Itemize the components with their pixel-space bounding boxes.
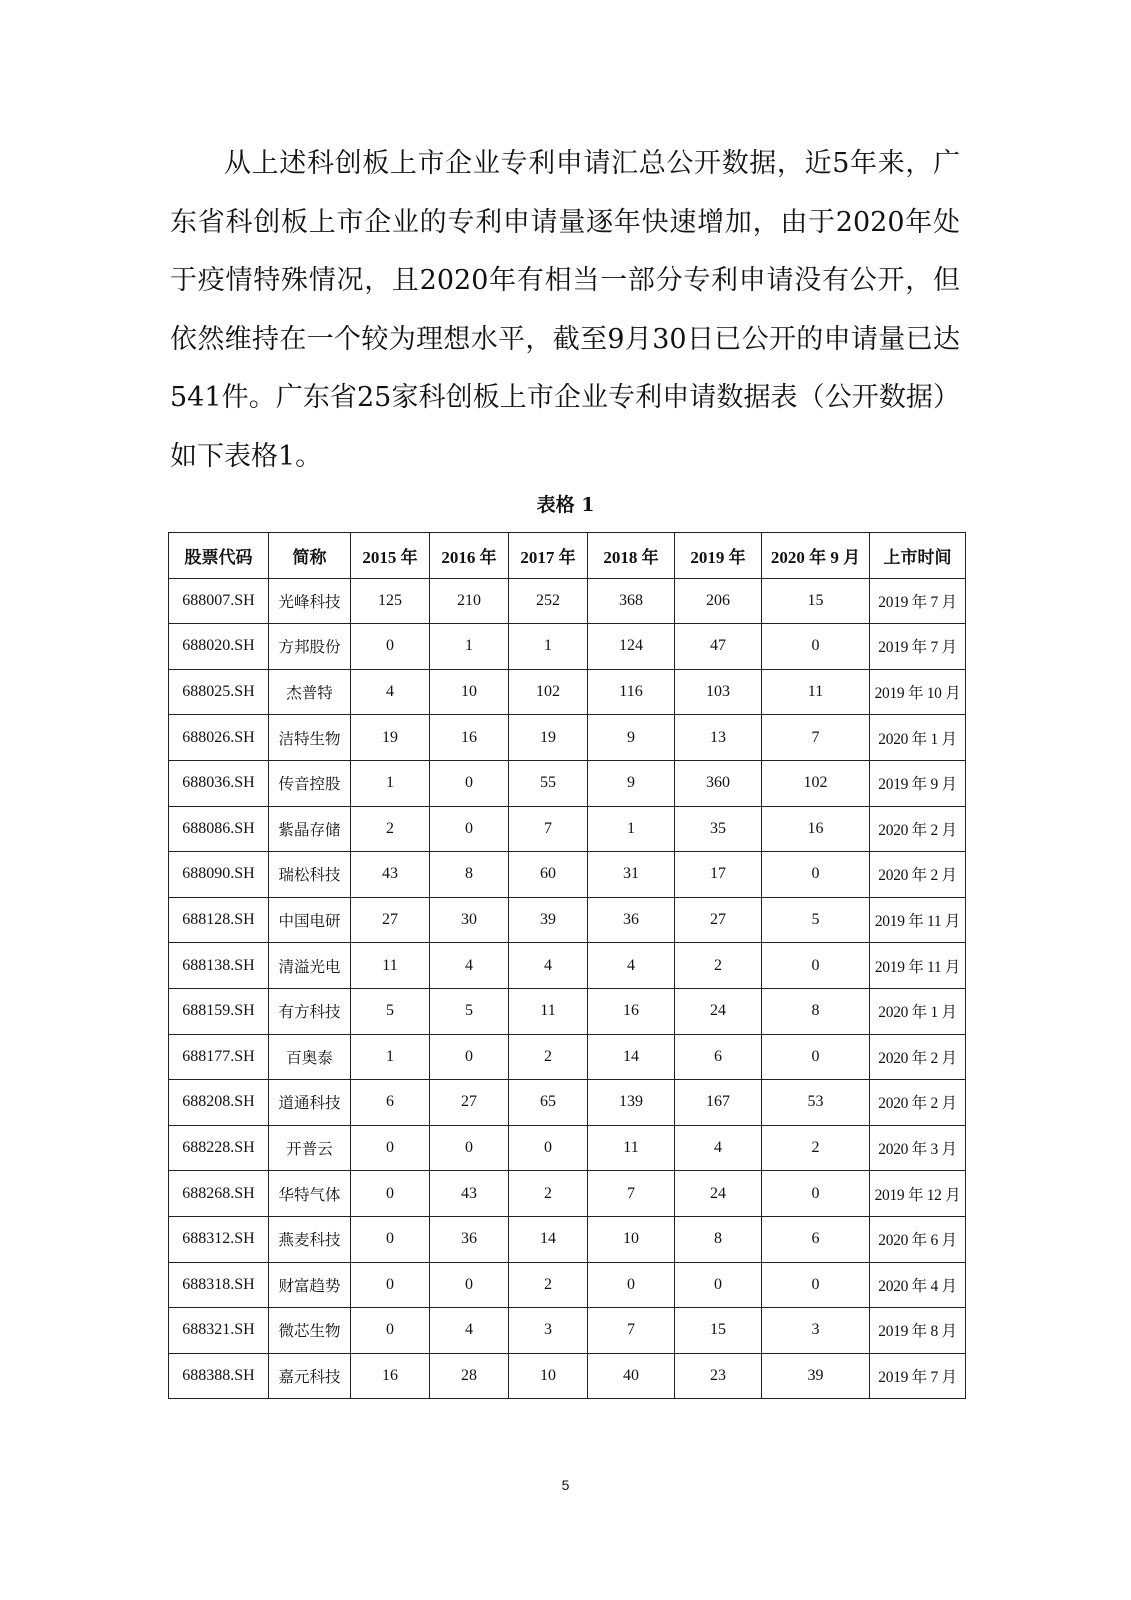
listing-date-cell: 2020 年 2 月 bbox=[870, 1034, 966, 1080]
listing-date-cell: 2019 年 11 月 bbox=[870, 943, 966, 989]
table-row bbox=[169, 806, 966, 852]
count-2015-cell: 1 bbox=[351, 760, 430, 806]
table-row bbox=[169, 578, 966, 624]
table-row bbox=[169, 1125, 966, 1171]
stock-code-cell: 688128.SH bbox=[169, 897, 269, 943]
count-2019-cell: 8 bbox=[675, 1216, 762, 1262]
count-2015-cell: 27 bbox=[351, 897, 430, 943]
short-name-cell: 有方科技 bbox=[269, 988, 351, 1034]
count-2019-cell: 24 bbox=[675, 988, 762, 1034]
listing-date-cell: 2020 年 2 月 bbox=[870, 1080, 966, 1126]
stock-code-cell: 688007.SH bbox=[169, 578, 269, 624]
count-2015-cell: 0 bbox=[351, 1308, 430, 1354]
short-name-cell: 微芯生物 bbox=[269, 1308, 351, 1354]
short-name-cell: 中国电研 bbox=[269, 897, 351, 943]
table-row bbox=[169, 897, 966, 943]
count-2016-cell: 28 bbox=[430, 1353, 509, 1399]
stock-code-cell: 688138.SH bbox=[169, 943, 269, 989]
count-2018-cell: 4 bbox=[588, 943, 675, 989]
page-number: 5 bbox=[561, 1477, 570, 1493]
count-2016-cell: 0 bbox=[430, 1262, 509, 1308]
short-name-cell: 燕麦科技 bbox=[269, 1216, 351, 1262]
count-2019-cell: 167 bbox=[675, 1080, 762, 1126]
listing-date-cell: 2020 年 1 月 bbox=[870, 715, 966, 761]
short-name-cell: 百奥泰 bbox=[269, 1034, 351, 1080]
short-name-cell: 瑞松科技 bbox=[269, 852, 351, 898]
short-name-cell: 杰普特 bbox=[269, 669, 351, 715]
count-2015-cell: 0 bbox=[351, 1216, 430, 1262]
table-body bbox=[169, 578, 966, 1399]
count-2017-cell: 19 bbox=[509, 715, 588, 761]
count-2018-cell: 9 bbox=[588, 760, 675, 806]
count-2015-cell: 0 bbox=[351, 1171, 430, 1217]
count-2016-cell: 0 bbox=[430, 806, 509, 852]
listing-date-cell: 2019 年 9 月 bbox=[870, 760, 966, 806]
count-2015-cell: 43 bbox=[351, 852, 430, 898]
count-2019-cell: 27 bbox=[675, 897, 762, 943]
listing-date-cell: 2019 年 7 月 bbox=[870, 578, 966, 624]
count-2018-cell: 40 bbox=[588, 1353, 675, 1399]
table-row bbox=[169, 1216, 966, 1262]
count-2016-cell: 8 bbox=[430, 852, 509, 898]
short-name-cell: 传音控股 bbox=[269, 760, 351, 806]
count-2016-cell: 16 bbox=[430, 715, 509, 761]
stock-code-cell: 688020.SH bbox=[169, 624, 269, 670]
count-2018-cell: 36 bbox=[588, 897, 675, 943]
listing-date-cell: 2019 年 12 月 bbox=[870, 1171, 966, 1217]
count-2017-cell: 60 bbox=[509, 852, 588, 898]
short-name-cell: 光峰科技 bbox=[269, 578, 351, 624]
header-2019: 2019 年 bbox=[675, 533, 762, 579]
short-name-cell: 开普云 bbox=[269, 1125, 351, 1171]
listing-date-cell: 2019 年 8 月 bbox=[870, 1308, 966, 1354]
count-2020-sep-cell: 39 bbox=[762, 1353, 870, 1399]
count-2020-sep-cell: 0 bbox=[762, 1171, 870, 1217]
count-2019-cell: 103 bbox=[675, 669, 762, 715]
count-2020-sep-cell: 0 bbox=[762, 943, 870, 989]
count-2016-cell: 210 bbox=[430, 578, 509, 624]
count-2019-cell: 17 bbox=[675, 852, 762, 898]
count-2016-cell: 30 bbox=[430, 897, 509, 943]
table-row bbox=[169, 1353, 966, 1399]
count-2020-sep-cell: 8 bbox=[762, 988, 870, 1034]
body-paragraph: 从上述科创板上市企业专利申请汇总公开数据，近5年来，广东省科创板上市企业的专利申请量逐年快速增加，由于2020年处于疫情特殊情况，且2020年有相当一部分专利申请没有公开，但依然维持在一个较为理想水平，截至9月30日已公开的申请量已达541件。广东省25家科创板上市企业专利申请数据表（公开数据）如下表格1。 bbox=[170, 148, 960, 472]
table-row bbox=[169, 1262, 966, 1308]
count-2017-cell: 7 bbox=[509, 806, 588, 852]
count-2015-cell: 0 bbox=[351, 624, 430, 670]
count-2016-cell: 27 bbox=[430, 1080, 509, 1126]
count-2019-cell: 15 bbox=[675, 1308, 762, 1354]
count-2020-sep-cell: 7 bbox=[762, 715, 870, 761]
table-row bbox=[169, 669, 966, 715]
count-2015-cell: 1 bbox=[351, 1034, 430, 1080]
stock-code-cell: 688318.SH bbox=[169, 1262, 269, 1308]
count-2017-cell: 2 bbox=[509, 1034, 588, 1080]
table-row bbox=[169, 943, 966, 989]
table-row bbox=[169, 988, 966, 1034]
stock-code-cell: 688208.SH bbox=[169, 1080, 269, 1126]
table-row bbox=[169, 1034, 966, 1080]
count-2020-sep-cell: 0 bbox=[762, 1262, 870, 1308]
table-row bbox=[169, 760, 966, 806]
count-2017-cell: 55 bbox=[509, 760, 588, 806]
count-2015-cell: 125 bbox=[351, 578, 430, 624]
count-2020-sep-cell: 11 bbox=[762, 669, 870, 715]
count-2017-cell: 2 bbox=[509, 1171, 588, 1217]
count-2019-cell: 13 bbox=[675, 715, 762, 761]
count-2016-cell: 0 bbox=[430, 760, 509, 806]
count-2019-cell: 47 bbox=[675, 624, 762, 670]
stock-code-cell: 688321.SH bbox=[169, 1308, 269, 1354]
stock-code-cell: 688159.SH bbox=[169, 988, 269, 1034]
table-row bbox=[169, 624, 966, 670]
count-2015-cell: 16 bbox=[351, 1353, 430, 1399]
table-row bbox=[169, 1080, 966, 1126]
count-2016-cell: 1 bbox=[430, 624, 509, 670]
count-2016-cell: 36 bbox=[430, 1216, 509, 1262]
count-2015-cell: 0 bbox=[351, 1262, 430, 1308]
short-name-cell: 财富趋势 bbox=[269, 1262, 351, 1308]
count-2020-sep-cell: 2 bbox=[762, 1125, 870, 1171]
listing-date-cell: 2020 年 3 月 bbox=[870, 1125, 966, 1171]
count-2015-cell: 6 bbox=[351, 1080, 430, 1126]
count-2017-cell: 1 bbox=[509, 624, 588, 670]
stock-code-cell: 688026.SH bbox=[169, 715, 269, 761]
count-2017-cell: 252 bbox=[509, 578, 588, 624]
stock-code-cell: 688036.SH bbox=[169, 760, 269, 806]
listing-date-cell: 2019 年 11 月 bbox=[870, 897, 966, 943]
short-name-cell: 华特气体 bbox=[269, 1171, 351, 1217]
count-2017-cell: 39 bbox=[509, 897, 588, 943]
short-name-cell: 清溢光电 bbox=[269, 943, 351, 989]
count-2016-cell: 10 bbox=[430, 669, 509, 715]
count-2018-cell: 0 bbox=[588, 1262, 675, 1308]
count-2020-sep-cell: 102 bbox=[762, 760, 870, 806]
count-2020-sep-cell: 3 bbox=[762, 1308, 870, 1354]
count-2018-cell: 16 bbox=[588, 988, 675, 1034]
count-2019-cell: 2 bbox=[675, 943, 762, 989]
header-2017: 2017 年 bbox=[509, 533, 588, 579]
count-2016-cell: 4 bbox=[430, 943, 509, 989]
stock-code-cell: 688228.SH bbox=[169, 1125, 269, 1171]
count-2016-cell: 5 bbox=[430, 988, 509, 1034]
count-2018-cell: 1 bbox=[588, 806, 675, 852]
header-2016: 2016 年 bbox=[430, 533, 509, 579]
short-name-cell: 方邦股份 bbox=[269, 624, 351, 670]
count-2019-cell: 24 bbox=[675, 1171, 762, 1217]
table-header-row bbox=[169, 533, 966, 579]
count-2019-cell: 6 bbox=[675, 1034, 762, 1080]
count-2019-cell: 360 bbox=[675, 760, 762, 806]
count-2016-cell: 4 bbox=[430, 1308, 509, 1354]
header-listing-date: 上市时间 bbox=[870, 533, 966, 579]
count-2019-cell: 206 bbox=[675, 578, 762, 624]
count-2018-cell: 116 bbox=[588, 669, 675, 715]
listing-date-cell: 2020 年 1 月 bbox=[870, 988, 966, 1034]
listing-date-cell: 2019 年 7 月 bbox=[870, 1353, 966, 1399]
count-2016-cell: 0 bbox=[430, 1125, 509, 1171]
count-2017-cell: 14 bbox=[509, 1216, 588, 1262]
header-2020-sep: 2020 年 9 月 bbox=[762, 533, 870, 579]
count-2018-cell: 31 bbox=[588, 852, 675, 898]
listing-date-cell: 2020 年 2 月 bbox=[870, 806, 966, 852]
count-2018-cell: 14 bbox=[588, 1034, 675, 1080]
table-row bbox=[169, 1308, 966, 1354]
count-2018-cell: 10 bbox=[588, 1216, 675, 1262]
count-2015-cell: 4 bbox=[351, 669, 430, 715]
table-row bbox=[169, 715, 966, 761]
stock-code-cell: 688312.SH bbox=[169, 1216, 269, 1262]
count-2017-cell: 0 bbox=[509, 1125, 588, 1171]
patent-data-table bbox=[168, 532, 966, 1399]
count-2017-cell: 11 bbox=[509, 988, 588, 1034]
count-2018-cell: 139 bbox=[588, 1080, 675, 1126]
stock-code-cell: 688388.SH bbox=[169, 1353, 269, 1399]
short-name-cell: 紫晶存储 bbox=[269, 806, 351, 852]
listing-date-cell: 2019 年 7 月 bbox=[870, 624, 966, 670]
stock-code-cell: 688268.SH bbox=[169, 1171, 269, 1217]
header-2018: 2018 年 bbox=[588, 533, 675, 579]
count-2019-cell: 4 bbox=[675, 1125, 762, 1171]
count-2020-sep-cell: 5 bbox=[762, 897, 870, 943]
count-2018-cell: 368 bbox=[588, 578, 675, 624]
count-2020-sep-cell: 15 bbox=[762, 578, 870, 624]
count-2020-sep-cell: 6 bbox=[762, 1216, 870, 1262]
table-row bbox=[169, 1171, 966, 1217]
count-2015-cell: 11 bbox=[351, 943, 430, 989]
header-2015: 2015 年 bbox=[351, 533, 430, 579]
listing-date-cell: 2020 年 6 月 bbox=[870, 1216, 966, 1262]
count-2020-sep-cell: 0 bbox=[762, 852, 870, 898]
count-2020-sep-cell: 0 bbox=[762, 1034, 870, 1080]
header-short-name: 简称 bbox=[269, 533, 351, 579]
count-2019-cell: 0 bbox=[675, 1262, 762, 1308]
listing-date-cell: 2019 年 10 月 bbox=[870, 669, 966, 715]
count-2015-cell: 5 bbox=[351, 988, 430, 1034]
count-2019-cell: 23 bbox=[675, 1353, 762, 1399]
header-stock-code: 股票代码 bbox=[169, 533, 269, 579]
count-2017-cell: 4 bbox=[509, 943, 588, 989]
short-name-cell: 洁特生物 bbox=[269, 715, 351, 761]
table-caption: 表格 1 bbox=[536, 494, 595, 516]
count-2015-cell: 0 bbox=[351, 1125, 430, 1171]
count-2018-cell: 9 bbox=[588, 715, 675, 761]
stock-code-cell: 688086.SH bbox=[169, 806, 269, 852]
stock-code-cell: 688025.SH bbox=[169, 669, 269, 715]
count-2016-cell: 0 bbox=[430, 1034, 509, 1080]
stock-code-cell: 688177.SH bbox=[169, 1034, 269, 1080]
count-2017-cell: 10 bbox=[509, 1353, 588, 1399]
short-name-cell: 嘉元科技 bbox=[269, 1353, 351, 1399]
count-2020-sep-cell: 53 bbox=[762, 1080, 870, 1126]
count-2018-cell: 7 bbox=[588, 1308, 675, 1354]
count-2015-cell: 19 bbox=[351, 715, 430, 761]
count-2018-cell: 11 bbox=[588, 1125, 675, 1171]
listing-date-cell: 2020 年 4 月 bbox=[870, 1262, 966, 1308]
count-2017-cell: 2 bbox=[509, 1262, 588, 1308]
count-2019-cell: 35 bbox=[675, 806, 762, 852]
count-2017-cell: 102 bbox=[509, 669, 588, 715]
count-2020-sep-cell: 0 bbox=[762, 624, 870, 670]
count-2018-cell: 7 bbox=[588, 1171, 675, 1217]
count-2017-cell: 3 bbox=[509, 1308, 588, 1354]
count-2018-cell: 124 bbox=[588, 624, 675, 670]
count-2015-cell: 2 bbox=[351, 806, 430, 852]
count-2017-cell: 65 bbox=[509, 1080, 588, 1126]
listing-date-cell: 2020 年 2 月 bbox=[870, 852, 966, 898]
count-2020-sep-cell: 16 bbox=[762, 806, 870, 852]
table-row bbox=[169, 852, 966, 898]
short-name-cell: 道通科技 bbox=[269, 1080, 351, 1126]
count-2016-cell: 43 bbox=[430, 1171, 509, 1217]
stock-code-cell: 688090.SH bbox=[169, 852, 269, 898]
